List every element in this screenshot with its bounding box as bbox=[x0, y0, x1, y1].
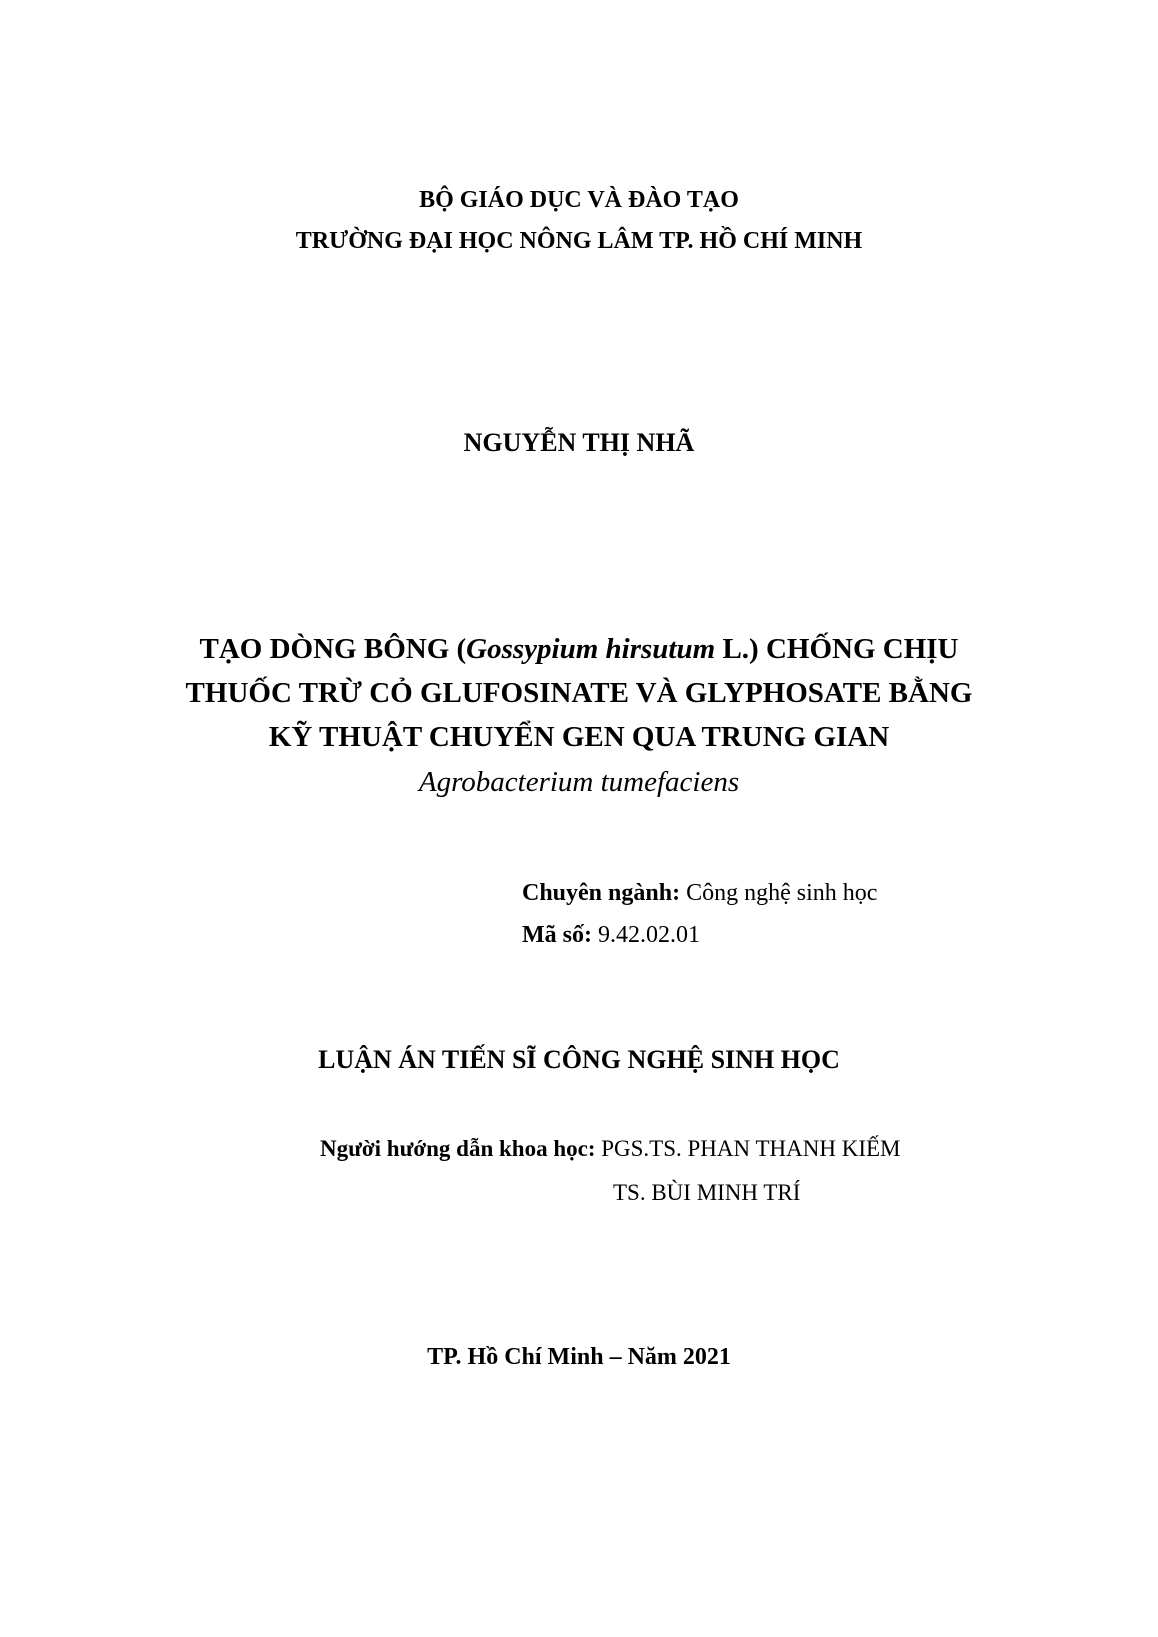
code-label: Mã số: bbox=[522, 922, 592, 948]
major-label: Chuyên ngành: bbox=[522, 880, 681, 906]
code-line bbox=[522, 922, 700, 949]
advisor-label: Người hướng dẫn khoa học: bbox=[320, 1136, 596, 1161]
author-name: NGUYỄN THỊ NHÃ bbox=[463, 428, 695, 457]
thesis-title-line-3: KỸ THUẬT CHUYỂN GEN QUA TRUNG GIAN bbox=[268, 721, 890, 753]
title-line-1-suffix: L.) CHỐNG CHỊU bbox=[715, 633, 959, 665]
major-line bbox=[522, 880, 877, 907]
thesis-title-line-4: Agrobacterium tumefaciens bbox=[418, 766, 740, 798]
major-value: Công nghệ sinh học bbox=[680, 880, 878, 906]
code-value: 9.42.02.01 bbox=[591, 922, 700, 948]
advisor-2: TS. BÙI MINH TRÍ bbox=[613, 1180, 801, 1205]
university-heading: TRƯỜNG ĐẠI HỌC NÔNG LÂM TP. HỒ CHÍ MINH bbox=[295, 228, 863, 254]
thesis-title-line-1 bbox=[0, 633, 1158, 666]
thesis-title-line-2: THUỐC TRỪ CỎ GLUFOSINATE VÀ GLYPHOSATE BẰNG bbox=[185, 677, 973, 709]
title-species-name: Gossypium hirsutum bbox=[466, 633, 716, 665]
ministry-heading: BỘ GIÁO DỤC VÀ ĐÀO TẠO bbox=[419, 187, 739, 213]
degree-heading: LUẬN ÁN TIẾN SĨ CÔNG NGHỆ SINH HỌC bbox=[318, 1045, 840, 1074]
advisor-1: PGS.TS. PHAN THANH KIẾM bbox=[595, 1136, 901, 1161]
footer-place-year: TP. Hồ Chí Minh – Năm 2021 bbox=[427, 1344, 731, 1370]
title-line-1-prefix: TẠO DÒNG BÔNG ( bbox=[199, 633, 467, 665]
advisor-line-1 bbox=[320, 1136, 900, 1162]
